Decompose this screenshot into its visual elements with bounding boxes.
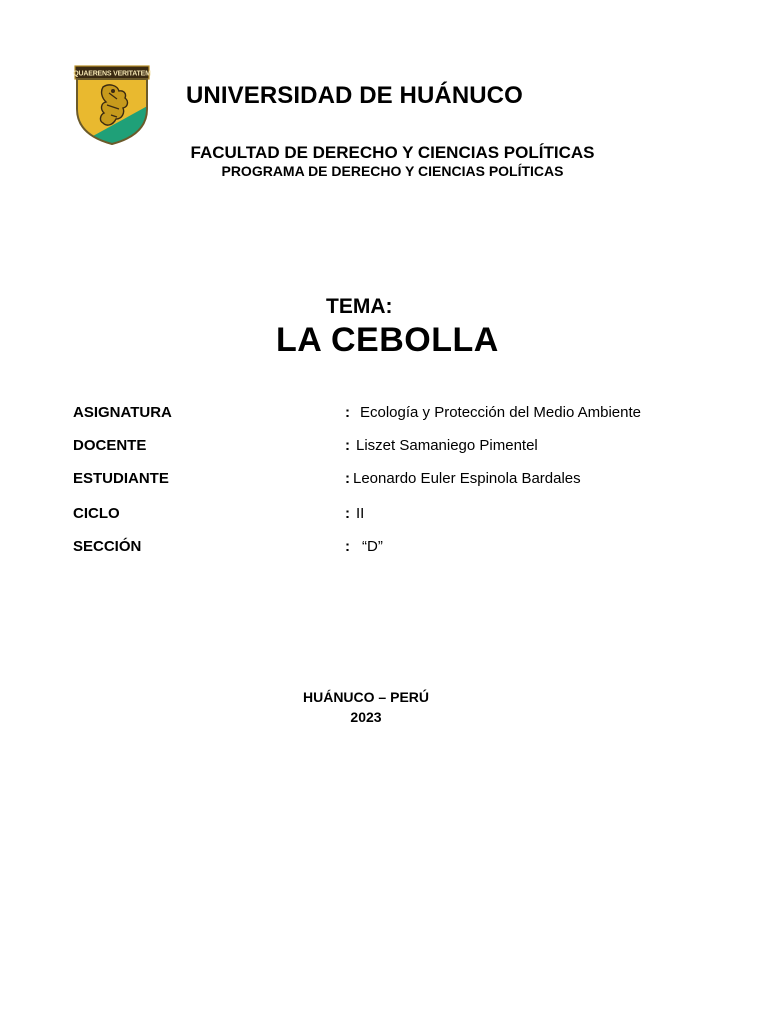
detail-value: Liszet Samaniego Pimentel (356, 437, 538, 454)
detail-value: II (356, 505, 365, 522)
detail-row-estudiante (73, 470, 713, 490)
detail-label: SECCIÓN (73, 538, 142, 555)
detail-value: Leonardo Euler Espinola Bardales (353, 470, 581, 487)
svg-text:QUAERENS VERITATEM: QUAERENS VERITATEM (73, 70, 151, 78)
detail-row-seccion (73, 538, 713, 558)
detail-row-docente (73, 437, 713, 457)
detail-value: Ecología y Protección del Medio Ambiente (360, 404, 641, 421)
detail-value: “D” (362, 538, 383, 555)
detail-row-ciclo (73, 505, 713, 525)
footer-year: 2023 (350, 709, 382, 725)
detail-label: ASIGNATURA (73, 404, 172, 421)
faculty-title: FACULTAD DE DERECHO Y CIENCIAS POLÍTICAS (190, 143, 595, 162)
detail-colon: : (345, 470, 350, 487)
program-title: PROGRAMA DE DERECHO Y CIENCIAS POLÍTICAS (221, 163, 564, 179)
university-title: UNIVERSIDAD DE HUÁNUCO (186, 82, 523, 109)
detail-colon: : (345, 505, 350, 522)
detail-label: ESTUDIANTE (73, 470, 169, 487)
university-crest-logo (73, 65, 151, 145)
detail-colon: : (345, 404, 350, 421)
detail-row-asignatura (73, 404, 713, 424)
crest-shield-icon (73, 65, 151, 145)
detail-label: CICLO (73, 505, 120, 522)
footer-place: HUÁNUCO – PERÚ (302, 689, 429, 705)
topic-title: LA CEBOLLA (276, 321, 499, 359)
topic-label: TEMA: (326, 295, 393, 318)
detail-colon: : (345, 437, 350, 454)
detail-label: DOCENTE (73, 437, 147, 454)
detail-colon: : (345, 538, 350, 555)
